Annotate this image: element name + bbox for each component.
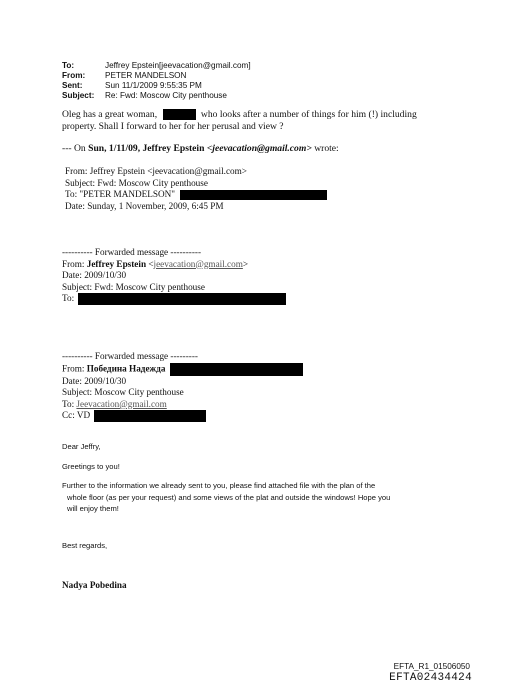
letter-body-line-3: will enjoy them!	[67, 504, 119, 514]
letter-body-line-1: Further to the information we already sent to you, please find attached file with the plan of the	[62, 481, 376, 490]
letter-greetings-2: Greetings to you!	[62, 462, 120, 471]
fwd1-from-name: Jeffrey Epstein	[86, 258, 147, 269]
letter-body-line-2: whole floor (as per your request) and some views of the plat and outside the windows! Hope you	[67, 492, 391, 502]
forwarded-marker: ---------- Forwarded message ----------	[62, 247, 202, 257]
redaction-box	[163, 109, 196, 120]
fwd1-from-label: From:	[62, 258, 87, 269]
header-from-row	[62, 71, 251, 81]
header-to-value: Jeffrey Epstein[jeevacation@gmail.com]	[105, 61, 251, 70]
redaction-box	[78, 293, 286, 305]
quote-intro-suffix: wrote:	[311, 143, 339, 154]
header-subject-value: Re: Fwd: Moscow City penthouse	[105, 91, 227, 100]
reply-body	[62, 109, 417, 133]
fwd2-to-row	[62, 399, 303, 411]
quoted-to-row	[65, 189, 327, 201]
quote-intro	[62, 143, 339, 155]
reply-line-1b: who looks after a number of things for him (!) including	[200, 109, 417, 120]
quoted-to: To: "PETER MANDELSON"	[65, 189, 175, 200]
quote-intro-prefix: --- On	[62, 143, 89, 154]
footer-doc-id-2: EFTA02434424	[389, 672, 472, 684]
redaction-box	[94, 410, 206, 422]
header-sent-row	[62, 81, 251, 91]
redaction-box	[180, 190, 327, 200]
footer-doc-id-1: EFTA_R1_01506050	[393, 662, 470, 671]
reply-line-1a: Oleg has a great woman,	[62, 109, 158, 120]
fwd2-date: Date: 2009/10/30	[62, 375, 127, 386]
header-subject-row	[62, 91, 251, 101]
quoted-from: From: Jeffrey Epstein <jeevacation@gmail.com>	[65, 166, 247, 176]
header-to-label: To:	[62, 61, 75, 70]
fwd2-to-email-link[interactable]: Jeevacation@gmail.com	[76, 398, 167, 409]
fwd2-subject: Subject: Moscow City penthouse	[62, 387, 184, 398]
header-to-row	[62, 61, 251, 71]
fwd1-subject: Subject: Fwd: Moscow City penthouse	[62, 281, 205, 292]
forwarded-message-2	[62, 351, 303, 422]
letter-greeting: Dear Jeffry,	[62, 442, 101, 451]
fwd1-from-email-link[interactable]: jeevacation@gmail.com	[153, 258, 243, 269]
fwd1-to-row	[62, 293, 286, 305]
redaction-box	[170, 363, 303, 376]
fwd1-date: Date: 2009/10/30	[62, 270, 127, 281]
fwd2-from-label: From:	[62, 363, 87, 374]
letter-signature: Nadya Pobedina	[62, 580, 127, 590]
header-sent-label: Sent:	[62, 81, 83, 90]
letter-closing: Best regards,	[62, 541, 108, 550]
email-header	[62, 61, 251, 101]
fwd1-to-label: To:	[62, 293, 75, 304]
header-from-label: From:	[62, 71, 86, 80]
forwarded-message-1	[62, 247, 286, 305]
letter-body	[62, 480, 390, 515]
fwd2-to-label: To:	[62, 398, 77, 409]
header-from-value: PETER MANDELSON	[105, 71, 187, 80]
quoted-subject: Subject: Fwd: Moscow City penthouse	[65, 177, 208, 188]
fwd2-cc-row	[62, 410, 303, 422]
reply-line-1	[62, 109, 417, 121]
fwd1-from-row: From: Jeffrey Epstein <jeevacation@gmail.com>	[62, 258, 249, 269]
header-sent-value: Sun 11/1/2009 9:55:35 PM	[105, 81, 202, 90]
header-subject-label: Subject:	[62, 91, 95, 100]
quote-intro-date: Sun, 1/11/09, Jeffrey Epstein	[88, 143, 205, 154]
quoted-date: Date: Sunday, 1 November, 2009, 6:45 PM	[65, 200, 224, 211]
fwd2-from-name: Победина Надежда	[86, 363, 166, 374]
quoted-message	[65, 166, 327, 212]
reply-line-2: property. Shall I forward to her for her perusal and view ?	[62, 121, 284, 132]
fwd2-cc-label: Cc: VD	[62, 410, 91, 421]
quote-intro-email: <jeevacation@gmail.com>	[206, 143, 312, 154]
fwd2-from-row	[62, 363, 303, 376]
forwarded-marker: ---------- Forwarded message ---------	[62, 351, 198, 361]
